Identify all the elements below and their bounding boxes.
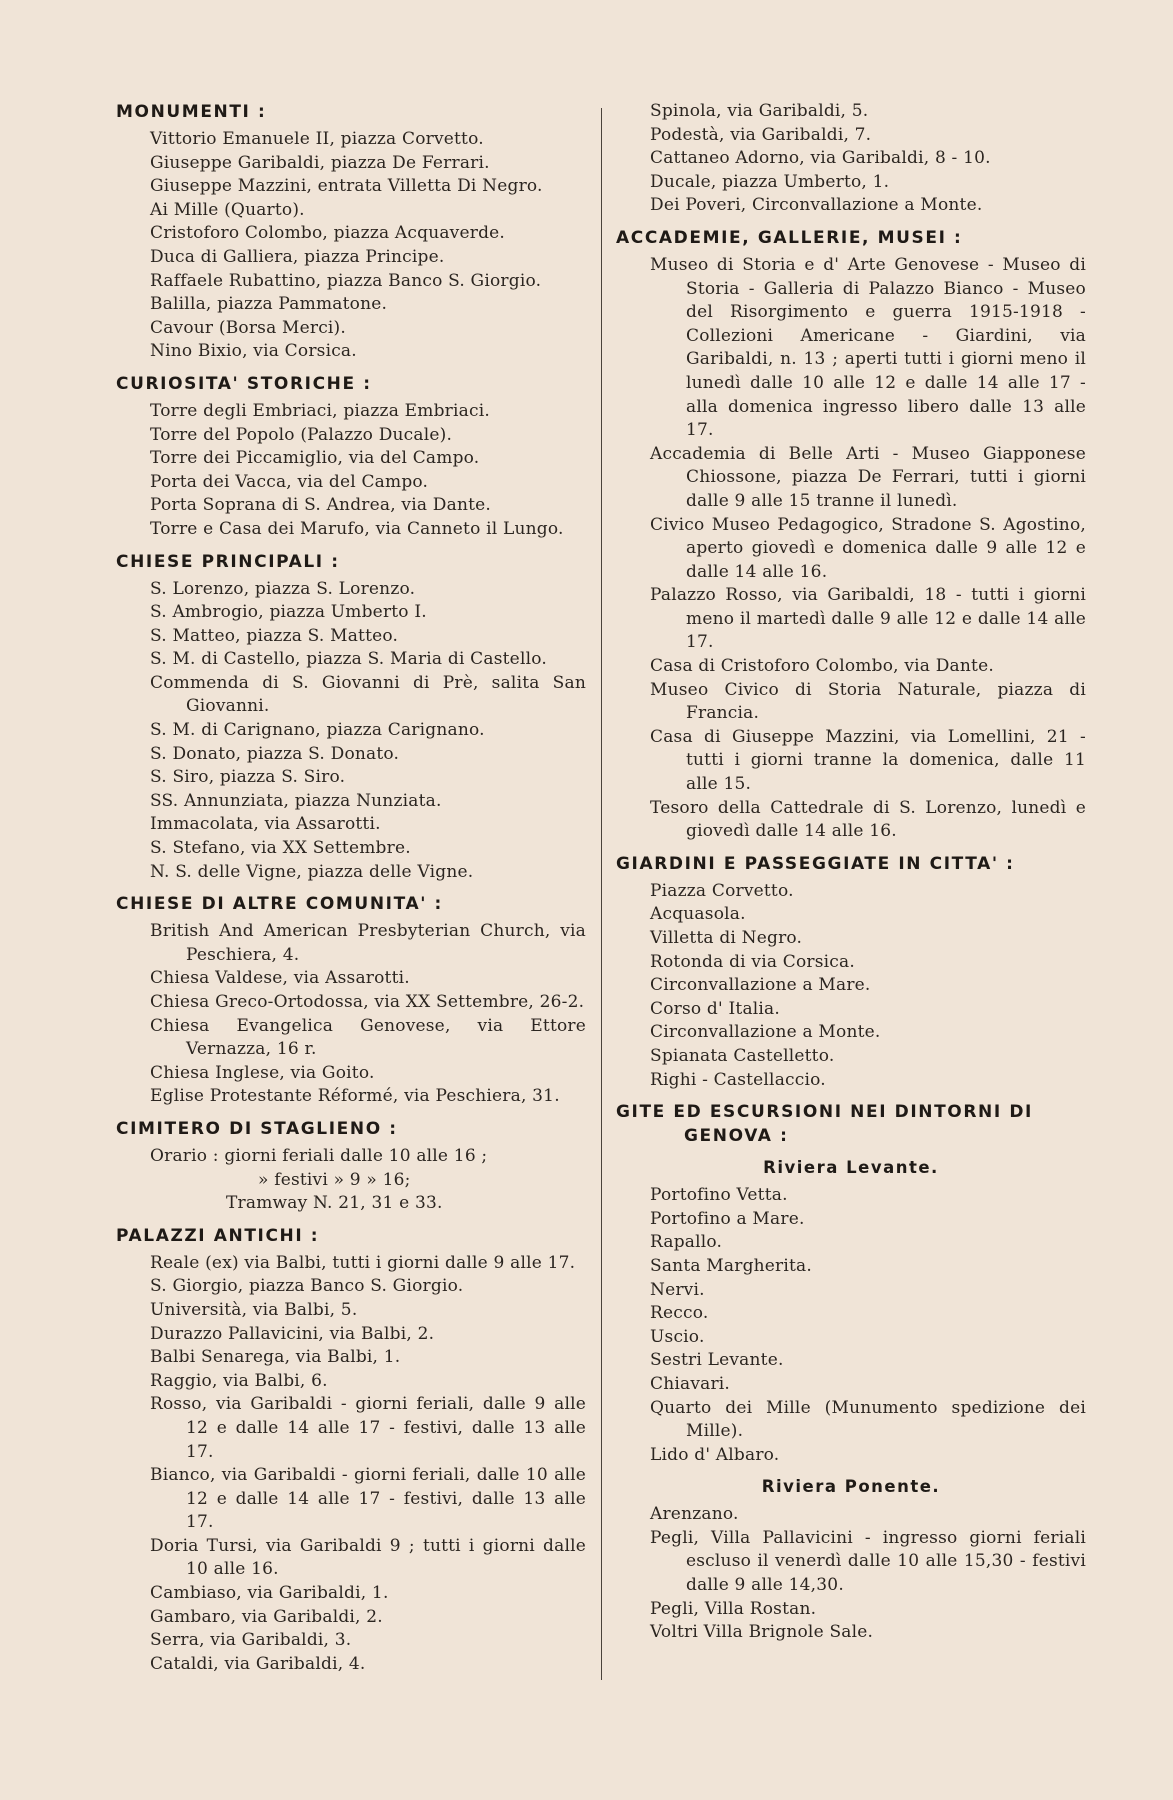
list-item: S. Siro, piazza S. Siro. [150,767,346,788]
list-item: Torre e Casa dei Marufo, via Canneto il Lungo. [150,518,564,539]
list-item: Chiesa Inglese, via Goito. [150,1062,375,1083]
list-item: Voltri Villa Brignole Sale. [650,1622,874,1643]
list-item: Portofino Vetta. [650,1185,788,1206]
list-item: Vittorio Emanuele II, piazza Corvetto. [150,129,484,149]
list-item: Acquasola. [650,904,746,925]
heading-accademie: ACCADEMIE, GALLERIE, MUSEI : [616,227,963,248]
list-item: Spianata Castelletto. [650,1045,835,1066]
list-item: Raffaele Rubattino, piazza Banco S. Giorgio. [150,270,542,291]
list-item: Dei Poveri, Circonvallazione a Monte. [650,195,983,216]
list-item: Civico Museo Pedagogico, Stradone S. Agostino, aperto giovedì e domenica dalle 9 alle 12 e dalle 14 alle 16. [650,514,1086,582]
list-item: Sestri Levante. [650,1350,784,1371]
list-item: Doria Tursi, via Garibaldi 9 ; tutti i giorni dalle 10 alle 16. [150,1535,586,1580]
list-item: S. Matteo, piazza S. Matteo. [150,625,399,646]
list-item: Righi - Castellaccio. [650,1069,826,1090]
list-item: Torre degli Embriaci, piazza Embriaci. [150,400,490,421]
list-item: Palazzo Rosso, via Garibaldi, 18 - tutti i giorni meno il martedì dalle 9 alle 12 e dalle 14 alle 17. [650,585,1086,653]
list-item: Cattaneo Adorno, via Garibaldi, 8 - 10. [650,148,991,169]
list-item: Porta dei Vacca, via del Campo. [150,471,429,492]
list-item: Eglise Protestante Réformé, via Peschiera, 31. [150,1086,560,1107]
list-item: Commenda di S. Giovanni di Prè, salita San Giovanni. [150,672,586,717]
list-palazzi [150,1252,586,1677]
list-item: Corso d' Italia. [650,998,780,1019]
list-item: Circonvallazione a Mare. [650,975,871,996]
list-item: Arenzano. [650,1504,739,1525]
list-item: S. M. di Castello, piazza S. Maria di Castello. [150,649,547,670]
cimitero-orario [150,1145,586,1216]
heading-riviera-levante: Riviera Levante. [763,1158,939,1178]
list-item: Nino Bixio, via Corsica. [150,341,357,362]
list-chiese-principali [150,578,586,885]
list-item: Università, via Balbi, 5. [150,1299,358,1320]
list-item: Bianco, via Garibaldi - giorni feriali, dalle 10 alle 12 e dalle 14 alle 17 - festivi, dalle 13 alle 17. [150,1465,586,1533]
list-monumenti [150,128,586,364]
list-item: S. Donato, piazza S. Donato. [150,743,400,764]
list-item: Casa di Giuseppe Mazzini, via Lomellini, 21 - tutti i giorni tranne la domenica, dalle 11 alle 15. [650,726,1086,795]
list-item: Giuseppe Mazzini, entrata Villetta Di Negro. [150,176,543,197]
heading-gite-line2: GENOVA : [684,1126,789,1147]
list-item: Nervi. [650,1279,705,1300]
list-item: Podestà, via Garibaldi, 7. [650,124,872,145]
list-giardini [650,880,1086,1092]
list-item: Reale (ex) via Balbi, tutti i giorni dalle 9 alle 17. [150,1252,576,1273]
list-item: Balbi Senarega, via Balbi, 1. [150,1347,401,1368]
list-item: Pegli, Villa Pallavicini - ingresso giorni feriali escluso il venerdì dalle 10 alle 15,30 - festivi dalle 9 alle 14,30. [650,1527,1086,1596]
list-item: Piazza Corvetto. [650,880,794,901]
list-item: Uscio. [650,1326,705,1347]
list-item: Chiavari. [650,1373,731,1394]
list-riviera-ponente [650,1503,1086,1645]
list-item: Serra, via Garibaldi, 3. [150,1630,352,1651]
heading-chiese-altre: CHIESE DI ALTRE COMUNITA' : [116,894,443,915]
list-item: Immacolata, via Assarotti. [150,814,381,835]
list-item: Giuseppe Garibaldi, piazza De Ferrari. [150,152,490,173]
heading-palazzi: PALAZZI ANTICHI : [116,1225,320,1246]
heading-riviera-ponente: Riviera Ponente. [761,1477,941,1497]
list-item: Portofino a Mare. [650,1208,805,1229]
list-item: British And American Presbyterian Church, via Peschiera, 4. [150,921,586,965]
list-item: Rapallo. [650,1232,723,1253]
list-item: Gambaro, via Garibaldi, 2. [150,1606,383,1627]
list-item: Duca di Galliera, piazza Principe. [150,246,445,267]
list-item: Cambiaso, via Garibaldi, 1. [150,1583,389,1604]
list-item: S. Stefano, via XX Settembre. [150,838,411,859]
list-curiosita [150,400,586,542]
list-accademie [650,254,1086,844]
list-item: Cristoforo Colombo, piazza Acquaverde. [150,223,506,244]
heading-chiese-principali: CHIESE PRINCIPALI : [116,551,340,572]
list-item: S. Giorgio, piazza Banco S. Giorgio. [150,1276,464,1297]
list-riviera-levante [650,1184,1086,1467]
list-item: Ducale, piazza Umberto, 1. [650,171,890,192]
heading-monumenti: MONUMENTI : [116,102,267,122]
list-item: Museo di Storia e d' Arte Genovese - Museo di Storia - Galleria di Palazzo Bianco - Museo del Risorgimento e guerra 1915-1918 - Collezioni Americane - Giardini, via Garibaldi, n. 13 ; aperti tutti i giorni meno il lunedì dalle 10 alle 12 e dalle 14 alle 17 - alla domenica ingresso libero dalle 13 alle 17. [650,254,1086,441]
list-item: S. M. di Carignano, piazza Carignano. [150,720,485,741]
cimitero-line: » festivi » 9 » 16; [258,1169,411,1190]
list-item: Rosso, via Garibaldi - giorni feriali, dalle 9 alle 12 e dalle 14 alle 17 - festivi, dalle 13 alle 17. [150,1394,586,1462]
heading-gite-line1: GITE ED ESCURSIONI NEI DINTORNI DI [616,1102,1033,1123]
list-item: Porta Soprana di S. Andrea, via Dante. [150,495,491,516]
list-item: Tesoro della Cattedrale di S. Lorenzo, lunedì e giovedì dalle 14 alle 16. [650,797,1086,842]
list-item: Cavour (Borsa Merci). [150,317,346,338]
list-item: Quarto dei Mille (Munumento spedizione dei Mille). [650,1397,1086,1442]
list-item: Accademia di Belle Arti - Museo Giapponese Chiossone, piazza De Ferrari, tutti i giorni dalle 9 alle 15 tranne il lunedì. [650,443,1086,511]
list-item: SS. Annunziata, piazza Nunziata. [150,790,442,811]
list-item: Chiesa Greco-Ortodossa, via XX Settembre, 26-2. [150,992,585,1012]
list-item: Pegli, Villa Rostan. [650,1598,817,1619]
list-item: Recco. [650,1303,709,1324]
list-item: Villetta di Negro. [650,928,803,948]
list-item: Raggio, via Balbi, 6. [150,1370,328,1391]
list-item: Chiesa Evangelica Genovese, via Ettore Vernazza, 16 r. [150,1015,586,1060]
right-column [616,100,1086,1645]
list-palazzi-cont [650,100,1086,218]
heading-cimitero: CIMITERO DI STAGLIENO : [116,1118,398,1139]
heading-curiosita: CURIOSITA' STORICHE : [116,373,372,394]
list-item: Ai Mille (Quarto). [150,199,305,220]
list-item: Chiesa Valdese, via Assarotti. [150,968,410,989]
column-divider [601,108,602,1680]
list-item: S. Ambrogio, piazza Umberto I. [150,602,427,623]
list-item: S. Lorenzo, piazza S. Lorenzo. [150,578,416,599]
cimitero-line: Tramway N. 21, 31 e 33. [226,1193,443,1214]
list-item: Rotonda di via Corsica. [650,951,855,972]
heading-giardini: GIARDINI E PASSEGGIATE IN CITTA' : [616,853,1015,874]
list-item: Balilla, piazza Pammatone. [150,294,388,315]
list-item: Circonvallazione a Monte. [650,1022,881,1043]
list-item: N. S. delle Vigne, piazza delle Vigne. [150,861,474,882]
list-chiese-altre [150,920,586,1109]
heading-gite [616,1100,1086,1148]
list-item: Museo Civico di Storia Naturale, piazza di Francia. [650,679,1086,724]
list-item: Spinola, via Garibaldi, 5. [650,101,869,121]
cimitero-line: Orario : giorni feriali dalle 10 alle 16 ; [150,1145,488,1166]
list-item: Lido d' Albaro. [650,1444,780,1465]
list-item: Torre dei Piccamiglio, via del Campo. [150,448,480,469]
left-column [116,100,586,1676]
list-item: Casa di Cristoforo Colombo, via Dante. [650,656,994,677]
list-item: Santa Margherita. [650,1255,812,1276]
list-item: Cataldi, via Garibaldi, 4. [150,1653,366,1674]
list-item: Torre del Popolo (Palazzo Ducale). [150,424,453,445]
list-item: Durazzo Pallavicini, via Balbi, 2. [150,1323,435,1344]
